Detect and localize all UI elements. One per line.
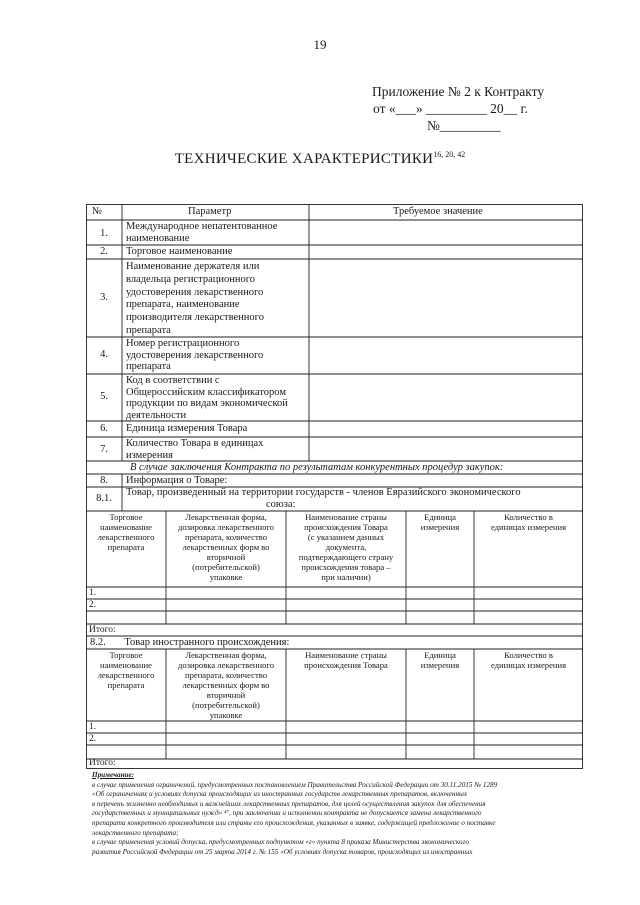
row-8-label: Информация о Товаре:: [126, 475, 228, 486]
header-line: (с указанием данных: [307, 532, 385, 542]
sub1-col-unit: [406, 512, 474, 532]
note-line: государственных и муниципальных нужд» ⁴⁷, при заключении и исполнении контракта не допускается замена лекарственного: [92, 809, 482, 818]
row-8-num: 8.: [100, 475, 108, 486]
header-line: дозировка лекарственного: [177, 660, 275, 670]
header-line: Лекарственная форма,: [185, 512, 267, 522]
appendix-number-line: №_________: [427, 118, 501, 133]
sub2-col-quantity: [474, 650, 583, 670]
param-line: Количество Товара в единицах: [126, 438, 264, 449]
sub1-row-2: 2.: [89, 600, 97, 610]
header-line: Торговое: [109, 512, 143, 522]
note-line: в случае применения условий допуска, предусмотренных подпунктом «г» пункта 8 приказа Министерства экономического: [92, 838, 470, 847]
notes-block: [92, 771, 584, 857]
param-line: удостоверения лекарственного: [126, 286, 264, 298]
row-5-num: 5.: [100, 391, 108, 402]
header-line: Количество в: [504, 512, 553, 522]
header-line: Наименование страны: [305, 512, 387, 522]
header-line: лекарственного: [97, 670, 155, 680]
note-line: в случае применения ограничений, предусмотренных постановлением Правительства Российской Федерации от 30.11.2015 № 1289: [92, 780, 498, 789]
param-line: Единица измерения Товара: [126, 423, 248, 434]
row-2-num: 2.: [100, 246, 108, 257]
header-line: препарата, количество: [184, 670, 267, 680]
header-line: лекарственного: [97, 532, 155, 542]
header-line: Единица: [424, 512, 456, 522]
title-footnote-refs: 16, 20, 42: [433, 150, 466, 159]
header-line: Количество в: [504, 650, 553, 660]
param-line: удостоверения лекарственного: [126, 349, 264, 361]
row-4-num: 4.: [100, 349, 108, 360]
sub1-col-quantity: [474, 512, 583, 532]
param-line: наименование: [126, 232, 190, 244]
param-line: владельца регистрационного: [126, 273, 256, 285]
param-line: продукции по видам экономической: [126, 398, 288, 409]
header-line: упаковке: [209, 572, 243, 582]
header-line: Торговое: [109, 650, 143, 660]
notes-header: Примечание:: [92, 771, 135, 779]
header-line: единицах измерения: [490, 522, 567, 532]
param-line: Код в соответствии с: [126, 375, 220, 386]
note-line: в перечень жизненно необходимых и важнейших лекарственных препаратов, для целей осуществления закупок для обеспечения: [92, 799, 486, 808]
sub1-row-1: 1.: [89, 588, 97, 598]
title-text: ТЕХНИЧЕСКИЕ ХАРАКТЕРИСТИКИ: [174, 151, 434, 167]
param-line: Торговое наименование: [126, 246, 233, 257]
row-8-1-num: 8.1.: [96, 493, 112, 504]
header-param: Параметр: [188, 206, 232, 217]
sub2-row-1: 1.: [89, 722, 97, 732]
header-line: наименование: [100, 660, 152, 670]
appendix-header: [372, 83, 544, 134]
row-6-param: [126, 423, 247, 435]
page-number: 19: [313, 37, 327, 52]
param-line: производителя лекарственного: [126, 312, 264, 324]
header-line: упаковке: [209, 710, 243, 720]
param-line: измерения: [126, 449, 173, 461]
header-line: вторичной: [206, 690, 246, 700]
header-line: происхождения товара –: [301, 562, 391, 572]
row-4-param: [126, 338, 263, 373]
note-line: лекарственного препарата;: [92, 828, 179, 837]
row-1-num: 1.: [100, 228, 108, 239]
sub1-col-origin-country: [286, 512, 406, 582]
header-line: препарата: [107, 542, 145, 552]
sub2-row-2: 2.: [89, 734, 97, 744]
header-line: (потребительской): [192, 562, 260, 572]
row-8-1-label: [126, 487, 521, 510]
row-3-param: [126, 261, 264, 338]
sub2-col-trade-name: [86, 650, 166, 690]
row-7-num: 7.: [100, 444, 108, 455]
appendix-title: Приложение № 2 к Контракту: [372, 84, 545, 99]
row-8-2: [90, 637, 289, 649]
row-2-param: [126, 246, 232, 258]
header-line: Единица: [424, 650, 456, 660]
param-line: Международное непатентованное: [126, 221, 278, 232]
header-line: подтверждающего страну: [298, 552, 394, 562]
param-line: Номер регистрационного: [126, 338, 240, 349]
sub1-col-dosage-form: [166, 512, 286, 582]
param-line: Общероссийским классификатором: [126, 386, 286, 398]
sub2-col-dosage-form: [166, 650, 286, 720]
header-line: вторичной: [206, 552, 246, 562]
procurement-note: В случае заключения Контракта по результатам конкурентных процедур закупок:: [130, 462, 504, 473]
sub1-total: Итого:: [89, 625, 116, 635]
appendix-date-line: от «___» _________ 20__ г.: [373, 101, 528, 116]
header-line: происхождения Товара: [304, 522, 388, 532]
param-line: деятельности: [126, 409, 187, 421]
sub1-col-trade-name: [86, 512, 166, 552]
row-6-num: 6.: [100, 423, 108, 434]
row-3-num: 3.: [100, 292, 108, 303]
header-line: (потребительской): [192, 700, 260, 710]
header-line: дозировка лекарственного: [177, 522, 275, 532]
row-8-2-num: 8.2.: [90, 637, 106, 648]
header-line: единицах измерения: [490, 660, 567, 670]
param-line: препарата: [126, 361, 171, 372]
note-line: «Об ограничениях и условиях допуска происходящих из иностранных государств лекарственных препаратов, включенных: [92, 790, 468, 799]
row-5-param: [126, 375, 288, 421]
note-line: препарата конкретного производителя или страны его происхождения, указанных в заявке, содержащей предложение о поставке: [92, 818, 496, 827]
header-line: измерения: [420, 522, 460, 532]
row-8-1-line: союза:: [266, 498, 296, 510]
row-1-param: [126, 221, 277, 244]
header-line: препарата: [107, 680, 145, 690]
header-line: наименование: [100, 522, 152, 532]
param-line: Наименование держателя или: [126, 261, 260, 272]
header-num: №: [92, 206, 103, 217]
row-7-param: [126, 438, 263, 461]
header-line: документа,: [325, 542, 367, 552]
header-value: Требуемое значение: [393, 206, 483, 217]
header-line: происхождения Товара: [304, 660, 388, 670]
header-line: измерения: [420, 660, 460, 670]
document-title: [0, 150, 640, 168]
characteristics-table: [86, 204, 583, 769]
header-line: Лекарственная форма,: [185, 650, 267, 660]
row-8-1-line: Товар, произведенный на территории государств - членов Евразийского экономического: [126, 487, 521, 498]
header-line: препарата, количество: [184, 532, 267, 542]
param-line: препарата: [126, 324, 171, 336]
sub2-total: Итого:: [89, 758, 116, 768]
header-line: лекарственных форм во: [182, 680, 270, 690]
header-line: лекарственных форм во: [182, 542, 270, 552]
row-8-2-label: Товар иностранного происхождения:: [124, 637, 290, 648]
note-line: развития Российской Федерации от 25 марта 2014 г. № 155 «Об условиях допуска товаров, происходящих из иностранных: [92, 847, 473, 856]
header-line: Наименование страны: [305, 650, 387, 660]
sub2-col-unit: [406, 650, 474, 670]
header-line: при наличии): [321, 572, 371, 582]
sub2-col-origin-country: [286, 650, 406, 670]
param-line: препарата, наименование: [126, 299, 240, 311]
